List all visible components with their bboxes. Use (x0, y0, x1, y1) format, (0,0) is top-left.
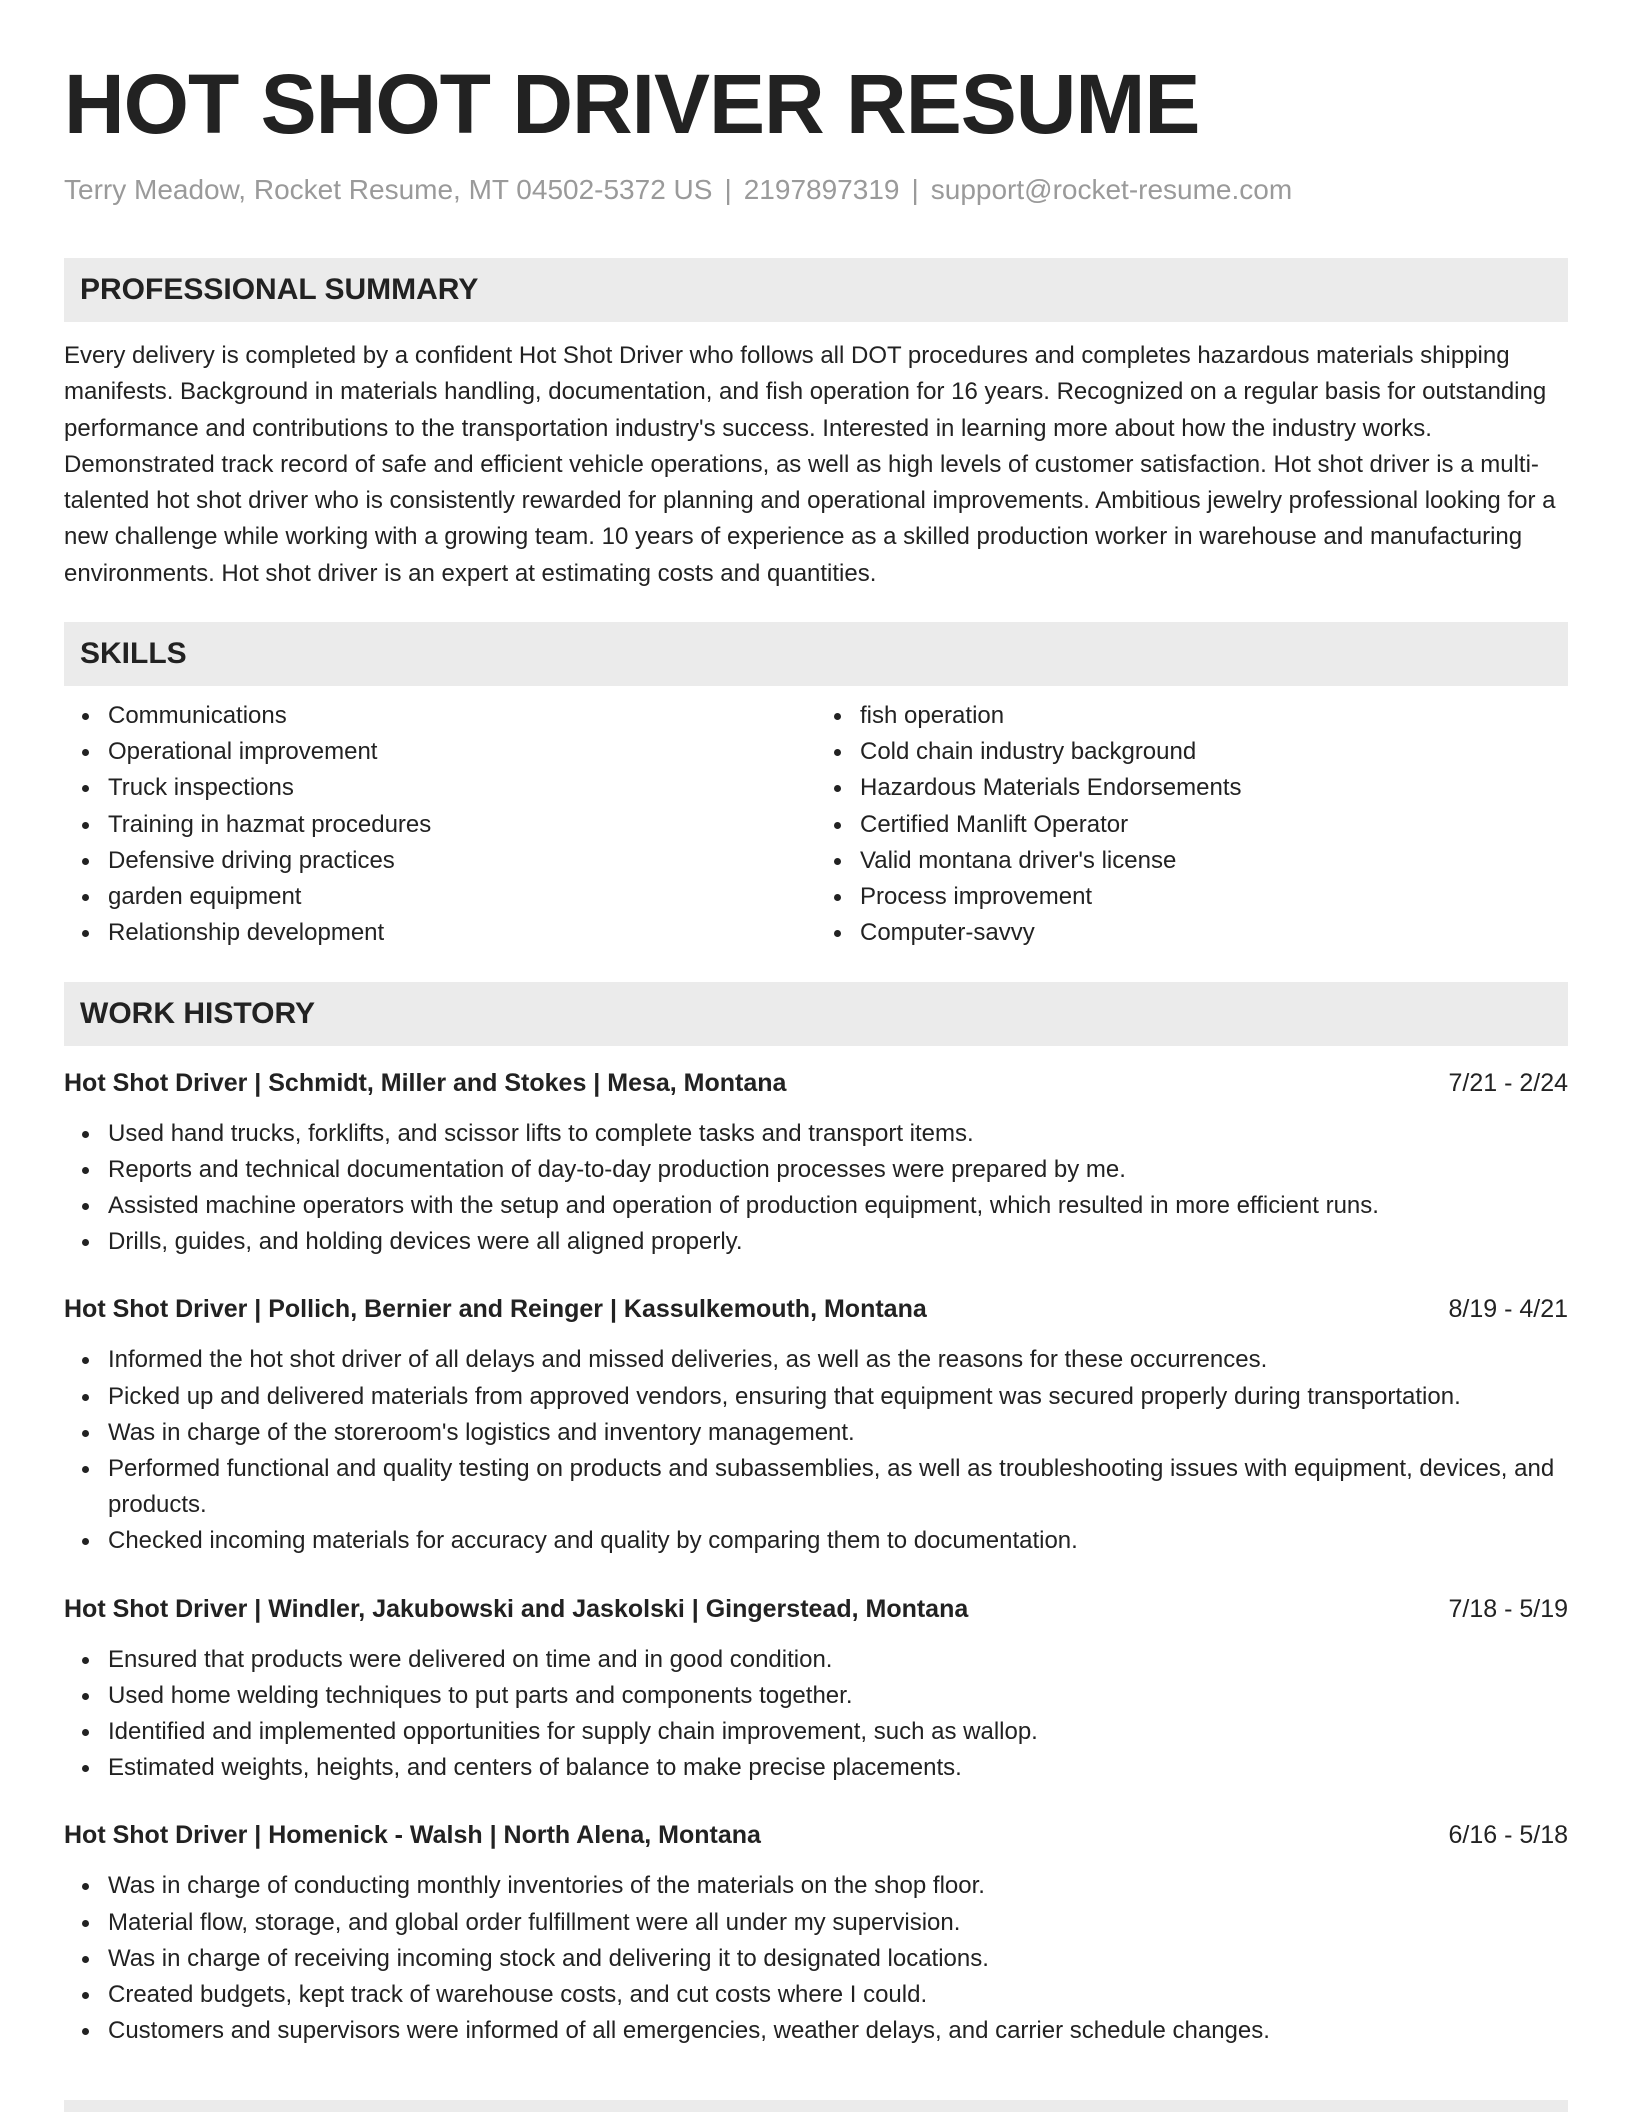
skill-item: Valid montana driver's license (860, 843, 1568, 879)
summary-section-header (64, 258, 1568, 322)
summary-text: Every delivery is completed by a confident Hot Shot Driver who follows all DOT procedures and completes hazardous materials shipping manifests. Background in materials handling, documentation, and fish operation for 16 years. Recognized on a regular basis for outstanding performance and contributions to the transportation industry's success. Interested in learning more about how the industry works. Demonstrated track record of safe and efficient vehicle operations, as well as high levels of customer satisfaction. Hot shot driver is a multi-talented hot shot driver who is consistently rewarded for planning and operational improvements. Ambitious jewelry professional looking for a new challenge while working with a growing team. 10 years of experience as a skilled production worker in warehouse and manufacturing environments. Hot shot driver is an expert at estimating costs and quantities. (64, 342, 1556, 587)
job-bullet: Material flow, storage, and global order fulfillment were all under my supervision. (108, 1905, 1568, 1941)
skill-item: Operational improvement (108, 734, 816, 770)
skill-item: Computer-savvy (860, 915, 1568, 951)
skills-left-column (64, 698, 816, 951)
job-header (64, 1818, 1568, 1852)
skill-item: Cold chain industry background (860, 734, 1568, 770)
job-bullet-list (64, 1868, 1568, 2049)
job-entry (64, 1066, 1568, 1261)
contact-email: support@rocket-resume.com (930, 174, 1293, 205)
resume-title: HOT SHOT DRIVER RESUME (64, 57, 1200, 151)
job-bullet: Customers and supervisors were informed of all emergencies, weather delays, and carrier schedule changes. (108, 2013, 1568, 2049)
job-dates: 7/21 - 2/24 (1448, 1068, 1568, 1097)
job-bullet: Used hand trucks, forklifts, and scissor lifts to complete tasks and transport items. (108, 1116, 1568, 1152)
job-dates: 8/19 - 4/21 (1448, 1295, 1568, 1324)
job-bullet-list (64, 1116, 1568, 1261)
job-bullet: Was in charge of the storeroom's logistics and inventory management. (108, 1415, 1568, 1451)
skills-grid (64, 698, 1568, 951)
job-bullet: Drills, guides, and holding devices were all aligned properly. (108, 1224, 1568, 1260)
job-bullet: Checked incoming materials for accuracy and quality by comparing them to documentation. (108, 1523, 1568, 1559)
skills-right-column (816, 698, 1568, 951)
job-bullet: Reports and technical documentation of day-to-day production processes were prepared by me. (108, 1152, 1568, 1188)
job-header (64, 1592, 1568, 1626)
contact-line (64, 172, 1568, 208)
job-bullet: Ensured that products were delivered on time and in good condition. (108, 1642, 1568, 1678)
job-entry (64, 1592, 1568, 1787)
skill-item: Certified Manlift Operator (860, 807, 1568, 843)
job-bullet: Performed functional and quality testing on products and subassemblies, as well as troubleshooting issues with equipment, devices, and products. (108, 1451, 1568, 1523)
job-bullet: Assisted machine operators with the setup and operation of production equipment, which resulted in more efficient runs. (108, 1188, 1568, 1224)
job-bullet: Identified and implemented opportunities for supply chain improvement, such as wallop. (108, 1714, 1568, 1750)
summary-heading: PROFESSIONAL SUMMARY (80, 273, 479, 306)
contact-separator: | (724, 174, 732, 205)
job-title: Hot Shot Driver | Schmidt, Miller and Stokes | Mesa, Montana (64, 1068, 787, 1097)
job-title: Hot Shot Driver | Windler, Jakubowski and Jaskolski | Gingerstead, Montana (64, 1594, 969, 1623)
job-bullet: Picked up and delivered materials from approved vendors, ensuring that equipment was secured properly during transportation. (108, 1379, 1568, 1415)
job-dates: 7/18 - 5/19 (1448, 1594, 1568, 1623)
job-title: Hot Shot Driver | Homenick - Walsh | North Alena, Montana (64, 1821, 761, 1850)
job-bullet: Was in charge of receiving incoming stock and delivering it to designated locations. (108, 1941, 1568, 1977)
skill-item: fish operation (860, 698, 1568, 734)
job-bullet: Informed the hot shot driver of all delays and missed deliveries, as well as the reasons for these occurrences. (108, 1342, 1568, 1378)
job-title: Hot Shot Driver | Pollich, Bernier and Reinger | Kassulkemouth, Montana (64, 1295, 927, 1324)
work-heading: WORK HISTORY (80, 996, 316, 1030)
contact-separator: | (911, 174, 919, 205)
job-bullet: Created budgets, kept track of warehouse costs, and cut costs where I could. (108, 1977, 1568, 2013)
skill-item: Communications (108, 698, 816, 734)
skills-section-header (64, 622, 1568, 686)
job-dates: 6/16 - 5/18 (1448, 1821, 1568, 1850)
skill-item: Relationship development (108, 915, 816, 951)
skill-item: Defensive driving practices (108, 843, 816, 879)
contact-address: Terry Meadow, Rocket Resume, MT 04502-5372 US (64, 174, 713, 205)
job-bullet-list (64, 1342, 1568, 1559)
skill-item: Training in hazmat procedures (108, 807, 816, 843)
skill-item: Hazardous Materials Endorsements (860, 770, 1568, 806)
next-section-header-edge (64, 2100, 1568, 2112)
job-entry (64, 1818, 1568, 2049)
contact-phone: 2197897319 (743, 174, 900, 205)
work-section-header (64, 982, 1568, 1046)
job-header (64, 1066, 1568, 1100)
job-bullet: Used home welding techniques to put parts and components together. (108, 1678, 1568, 1714)
skill-item: garden equipment (108, 879, 816, 915)
skill-item: Truck inspections (108, 770, 816, 806)
skill-item: Process improvement (860, 879, 1568, 915)
skills-heading: SKILLS (80, 637, 187, 671)
job-bullet-list (64, 1642, 1568, 1787)
job-header (64, 1292, 1568, 1326)
work-history-list (64, 1066, 1568, 2050)
job-bullet: Was in charge of conducting monthly inventories of the materials on the shop floor. (108, 1868, 1568, 1904)
job-bullet: Estimated weights, heights, and centers of balance to make precise placements. (108, 1750, 1568, 1786)
job-entry (64, 1292, 1568, 1559)
